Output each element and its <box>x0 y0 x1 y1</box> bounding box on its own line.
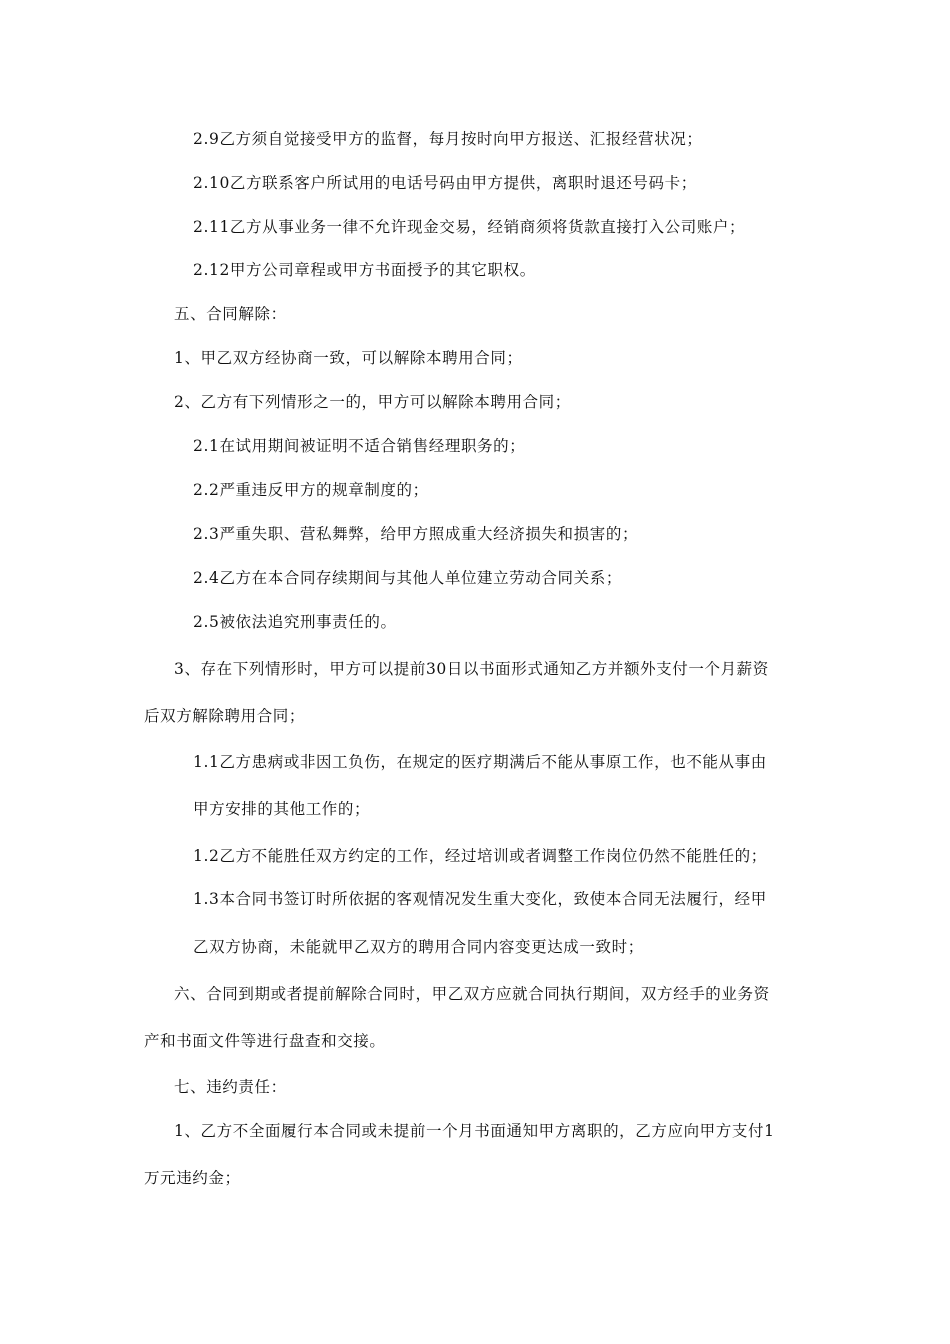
clause-2-11: 2.11乙方从事业务一律不允许现金交易，经销商须将货款直接打入公司账户； <box>193 218 746 236</box>
clause-2-9: 2.9乙方须自觉接受甲方的监督，每月按时向甲方报送、汇报经营状况； <box>193 130 703 148</box>
clause-5-3-1: 1.1乙方患病或非因工负伤，在规定的医疗期满后不能从事原工作，也不能从事由 <box>193 753 767 771</box>
clause-5-2-2: 2.2严重违反甲方的规章制度的； <box>193 481 429 499</box>
clause-5-3-1-cont: 甲方安排的其他工作的； <box>193 800 371 818</box>
clause-5-3: 3、存在下列情形时，甲方可以提前30日以书面形式通知乙方并额外支付一个月薪资 <box>174 660 769 678</box>
clause-5-3-2: 1.2乙方不能胜任双方约定的工作，经过培训或者调整工作岗位仍然不能胜任的； <box>193 847 767 865</box>
clause-7-1-cont: 万元违约金； <box>144 1169 241 1187</box>
clause-2-10: 2.10乙方联系客户所试用的电话号码由甲方提供，离职时退还号码卡； <box>193 174 697 192</box>
section-6: 六、合同到期或者提前解除合同时，甲乙双方应就合同执行期间，双方经手的业务资 <box>174 985 770 1003</box>
clause-5-2-5: 2.5被依法追究刑事责任的。 <box>193 613 397 631</box>
section-7-heading: 七、违约责任： <box>174 1078 287 1096</box>
clause-5-3-cont: 后双方解除聘用合同； <box>144 707 306 725</box>
clause-5-2-1: 2.1在试用期间被证明不适合销售经理职务的； <box>193 437 526 455</box>
clause-5-2-3: 2.3严重失职、营私舞弊，给甲方照成重大经济损失和损害的； <box>193 525 639 543</box>
clause-5-3-3-cont: 乙双方协商，未能就甲乙双方的聘用合同内容变更达成一致时； <box>193 938 644 956</box>
section-6-cont: 产和书面文件等进行盘查和交接。 <box>144 1032 386 1050</box>
clause-5-3-3: 1.3本合同书签订时所依据的客观情况发生重大变化，致使本合同无法履行，经甲 <box>193 890 767 908</box>
clause-5-1: 1、甲乙双方经协商一致，可以解除本聘用合同； <box>174 349 523 367</box>
clause-2-12: 2.12甲方公司章程或甲方书面授予的其它职权。 <box>193 261 536 279</box>
clause-5-2-4: 2.4乙方在本合同存续期间与其他人单位建立劳动合同关系； <box>193 569 622 587</box>
clause-7-1: 1、乙方不全面履行本合同或未提前一个月书面通知甲方离职的，乙方应向甲方支付1 <box>174 1122 775 1140</box>
section-5-heading: 五、合同解除： <box>174 305 287 323</box>
clause-5-2: 2、乙方有下列情形之一的，甲方可以解除本聘用合同； <box>174 393 571 411</box>
